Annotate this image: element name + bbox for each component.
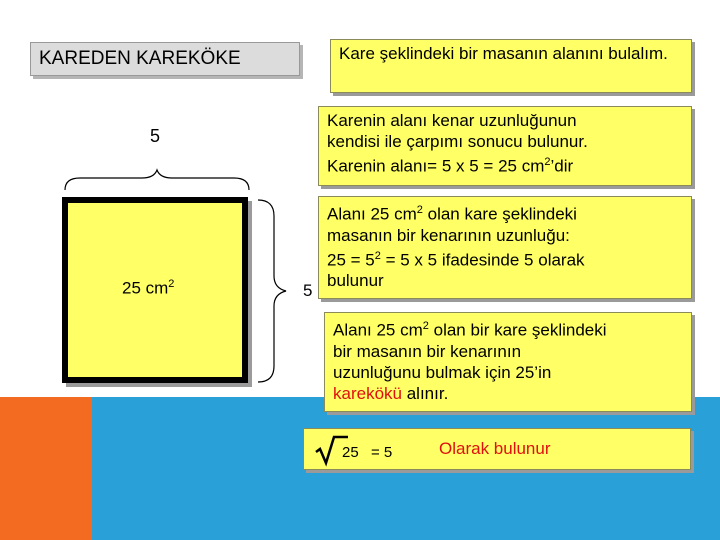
page-title: KAREDEN KAREKÖKE xyxy=(30,42,300,76)
square-root-box xyxy=(324,312,692,412)
square-area-label: 25 $cm^2$ xyxy=(122,278,175,298)
area-rule-line-1: Karenin alanı kenar uzunluğunun xyxy=(327,111,577,130)
square-root-line-2: bir masanın bir kenarının xyxy=(333,341,522,361)
right-curly-brace xyxy=(256,196,296,386)
side-length-line-2: masanın bir kenarının uzunluğu: xyxy=(327,225,570,245)
square-root-line-1: Alanı 25 $cm^2$ olan bir kare şeklindeki xyxy=(333,320,607,340)
square-root-line-4: karekökü alınır. xyxy=(333,383,449,403)
side-length-box xyxy=(318,196,692,299)
root-equals: = 5 xyxy=(371,444,393,461)
intro-text: Kare şeklindeki bir masanın alanını bulalım. xyxy=(339,44,668,63)
area-rule-box xyxy=(318,106,692,186)
side-length-line-1: Alanı 25 $cm^2$ olan kare şeklindeki xyxy=(327,204,577,224)
side-length-line-4: bulunur xyxy=(327,271,384,291)
area-rule-line-2: kendisi ile çarpımı sonucu bulunur. xyxy=(327,132,588,151)
radicand: 25 xyxy=(342,444,359,461)
area-rule-line-3: Karenin alanı= 5 x 5 = 25 $cm^2’dir$ xyxy=(327,156,574,176)
top-curly-brace xyxy=(60,168,255,194)
result-text: Olarak bulunur xyxy=(439,439,551,458)
square-root-line-3: uzunluğunu bulmak için 25’in xyxy=(333,362,552,382)
side-length-line-3: $25 = 5^2 = 5$ x 5 ifadesinde 5 olarak xyxy=(327,249,585,270)
intro-box xyxy=(330,39,692,93)
square-side-label: 5 xyxy=(150,126,161,146)
result-box xyxy=(303,428,691,470)
decor-stripe-orange xyxy=(0,397,92,540)
side-five-label: 5 xyxy=(303,281,313,300)
